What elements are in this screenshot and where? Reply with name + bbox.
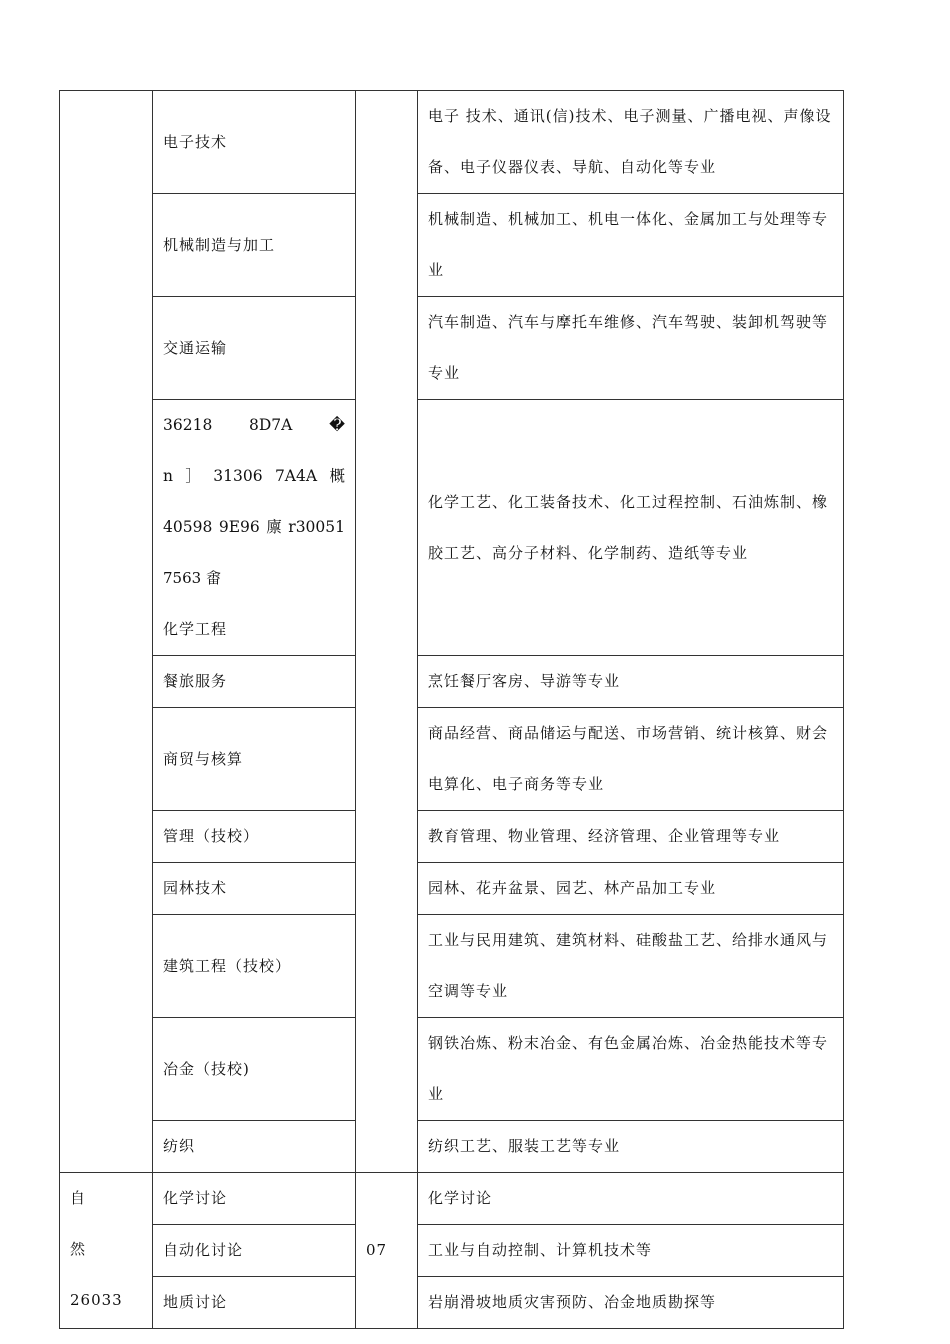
table-row [60,656,844,708]
category-cell-blank [60,91,153,1173]
table-row [60,708,844,811]
garbled-token: 概 [329,467,345,485]
table-row [60,400,844,656]
desc-cell: 电子 技术、通讯(信)技术、电子测量、广播电视、声像设备、电子仪器仪表、导航、自动化等专业 [418,91,844,194]
garbled-token: 廪 [266,518,282,536]
garbled-token: n [163,467,173,485]
major-cell: 园林技术 [153,863,356,915]
table-row [60,194,844,297]
desc-cell: 化学工艺、化工装备技术、化工过程控制、石油炼制、橡胶工艺、高分子材料、化学制药、造纸等专业 [418,400,844,656]
category-line: 自 [70,1189,87,1207]
desc-cell: 工业与自动控制、计算机技术等 [418,1225,844,1277]
table-row [60,811,844,863]
code-cell-blank [356,91,418,1173]
major-cell: 机械制造与加工 [153,194,356,297]
desc-cell: 烹饪餐厅客房、导游等专业 [418,656,844,708]
desc-cell: 园林、花卉盆景、园艺、林产品加工专业 [418,863,844,915]
garbled-line [163,553,345,604]
garbled-line [163,451,345,502]
desc-cell: 纺织工艺、服装工艺等专业 [418,1121,844,1173]
major-cell: 地质讨论 [153,1277,356,1329]
garbled-token: 畬 [205,569,221,587]
table-row [60,1277,844,1329]
table-row [60,297,844,400]
garbled-token: � [329,416,345,434]
category-cell-natural [60,1173,153,1329]
table-row [60,1173,844,1225]
table-row [60,863,844,915]
garbled-line [163,502,345,553]
garbled-token: 9E96 [218,518,260,536]
garbled-token: r30051 [288,518,345,536]
major-cell: 电子技术 [153,91,356,194]
table-row [60,1018,844,1121]
desc-cell: 商品经营、商品储运与配送、市场营销、统计核算、财会电算化、电子商务等专业 [418,708,844,811]
desc-cell: 机械制造、机械加工、机电一体化、金属加工与处理等专业 [418,194,844,297]
table-row [60,91,844,194]
garbled-token: 31306 [213,467,263,485]
garbled-line [163,400,345,451]
major-cell: 冶金（技校) [153,1018,356,1121]
code-cell: 07 [356,1173,418,1329]
desc-cell: 岩崩滑坡地质灾害预防、冶金地质勘探等 [418,1277,844,1329]
table-row [60,1121,844,1173]
category-line: 然 [70,1240,87,1258]
garbled-token: 40598 [163,518,213,536]
table-row [60,915,844,1018]
major-cell: 纺织 [153,1121,356,1173]
garbled-token: ］ [185,467,201,485]
major-cell: 化学讨论 [153,1173,356,1225]
major-cell: 自动化讨论 [153,1225,356,1277]
major-cell: 交通运输 [153,297,356,400]
garbled-token: 8D7A [249,416,293,434]
major-cell-chemical [153,400,356,656]
desc-cell: 教育管理、物业管理、经济管理、企业管理等专业 [418,811,844,863]
desc-cell: 汽车制造、汽车与摩托车维修、汽车驾驶、装卸机驾驶等专业 [418,297,844,400]
category-line: 26033 [70,1291,123,1309]
table-row [60,1225,844,1277]
desc-cell: 钢铁冶炼、粉末冶金、有色金属冶炼、冶金热能技术等专业 [418,1018,844,1121]
desc-cell: 化学讨论 [418,1173,844,1225]
specialty-table [59,90,844,1329]
major-cell: 管理（技校） [153,811,356,863]
major-cell: 餐旅服务 [153,656,356,708]
desc-cell: 工业与民用建筑、建筑材料、硅酸盐工艺、给排水通风与空调等专业 [418,915,844,1018]
garbled-token: 7563 [163,569,202,587]
major-cell: 商贸与核算 [153,708,356,811]
major-label: 化学工程 [163,620,228,638]
garbled-token: 7A4A [274,467,318,485]
major-cell: 建筑工程（技校） [153,915,356,1018]
garbled-token: 36218 [163,416,213,434]
